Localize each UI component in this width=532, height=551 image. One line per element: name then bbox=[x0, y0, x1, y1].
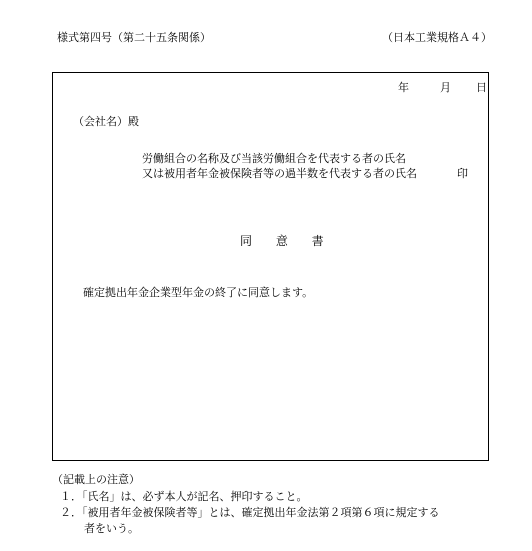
form-number: 様式第四号（第二十五条関係） bbox=[57, 31, 211, 44]
document-title: 同 意 書 bbox=[240, 234, 334, 248]
form-frame bbox=[52, 72, 489, 461]
paper-size: （日本工業規格Ａ４） bbox=[382, 31, 492, 44]
note-item-2: ２．「被用者年金被保険者等」とは、確定拠出年金法第２項第６項に規定する bbox=[60, 506, 440, 519]
signer-line-1: 労働組合の名称及び当該労働組合を代表する者の氏名 bbox=[142, 152, 406, 165]
note-item-2-continued: 者をいう。 bbox=[84, 522, 139, 535]
year-label: 年 bbox=[398, 81, 409, 94]
seal-mark: 印 bbox=[457, 167, 468, 180]
month-label: 月 bbox=[440, 81, 451, 94]
notes-heading: （記載上の注意） bbox=[52, 473, 140, 486]
note-item-1: １．「氏名」は、必ず本人が記名、押印すること。 bbox=[60, 490, 308, 503]
day-label: 日 bbox=[476, 81, 487, 94]
consent-statement: 確定拠出年金企業型年金の終了に同意します。 bbox=[83, 286, 314, 299]
addressee: （会社名）殿 bbox=[73, 115, 139, 128]
date-line bbox=[398, 81, 487, 95]
signer-line-2: 又は被用者年金被保険者等の過半数を代表する者の氏名 bbox=[142, 167, 417, 180]
